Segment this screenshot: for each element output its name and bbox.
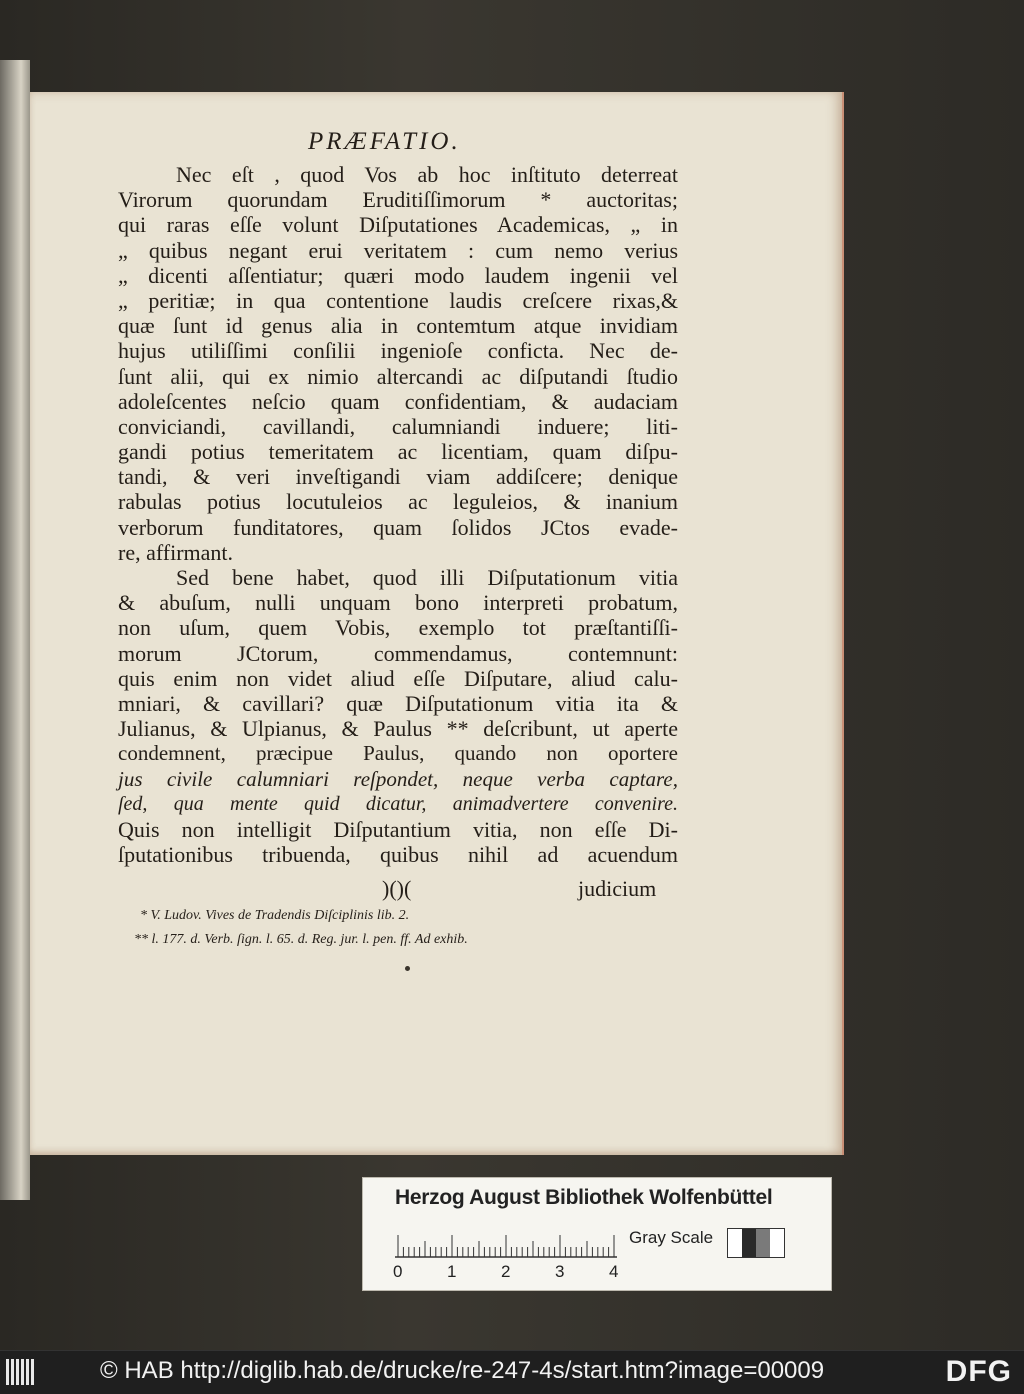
binding-edge — [0, 60, 30, 1200]
ruler-number: 1 — [447, 1262, 457, 1281]
ruler-scale — [395, 1228, 625, 1258]
text-line: & abuſum, nulli unquam bono interpreti probatum, — [118, 590, 678, 616]
text-line: „ peritiæ; in qua contentione laudis creſcere rixas,& — [118, 287, 678, 313]
swatch — [770, 1229, 784, 1257]
text-line: ſputationibus tribuenda, quibus nihil ad acuendum — [118, 842, 678, 868]
text-line: tandi, & veri inveſtigandi viam addiſcere; denique — [118, 464, 678, 490]
text-line: quis enim non videt aliud eſſe Diſputare, aliud calu- — [118, 665, 678, 691]
text-line: non uſum, quem Vobis, exemplo tot præſtantiſſi- — [118, 615, 678, 641]
text-line: Quis non intelligit Diſputantium vitia, non eſſe Di- — [118, 816, 678, 842]
text-line: jus civile calumniari reſpondet, neque verba captare, — [118, 766, 678, 791]
text-line: qui raras eſſe volunt Diſputationes Academicas, „ in — [118, 212, 678, 238]
footnote-1: * V. Ludov. Vives de Tradendis Diſciplinis lib. 2. — [140, 908, 410, 923]
hab-logo-icon — [6, 1359, 46, 1385]
text-line: „ dicenti aſſentiatur; quæri modo laudem ingenii vel — [118, 262, 678, 288]
color-card — [362, 1177, 832, 1291]
gray-swatches — [727, 1228, 785, 1258]
text-line: rabulas potius locutuleios ac leguleios, & inanium — [118, 489, 678, 515]
text-line: Nec eſt , quod Vos ab hoc inſtituto deterreat — [176, 162, 678, 187]
text-line: ſunt alii, qui ex nimio altercandi ac diſputandi ſtudio — [118, 363, 678, 389]
source-url[interactable]: © HAB http://diglib.hab.de/drucke/re-247-4s/start.htm?image=00009 — [100, 1357, 825, 1384]
text-line: Julianus, & Ulpianus, & Paulus ** deſcribunt, ut aperte — [118, 716, 678, 742]
footer-bar — [0, 1350, 1024, 1394]
library-name: Herzog August Bibliothek Wolfenbüttel — [395, 1186, 773, 1209]
page-header: PRÆFATIO. — [308, 128, 461, 155]
dfg-logo: DFG — [945, 1355, 1012, 1388]
text-line: quæ ſunt id genus alia in contemtum atque invidiam — [118, 313, 678, 339]
ruler-number: 4 — [609, 1262, 619, 1281]
swatch — [742, 1229, 756, 1257]
text-line: condemnent, præcipue Paulus, quando non oportere — [118, 741, 678, 766]
text-line: verborum funditatores, quam ſolidos JCtos evade- — [118, 514, 678, 540]
text-line: gandi potius temeritatem ac licentiam, quam diſpu- — [118, 439, 678, 465]
ruler-number: 0 — [393, 1262, 403, 1281]
text-line: „ quibus negant erui veritatem : cum nemo verius — [118, 237, 678, 263]
text-line: ſed, qua mente quid dicatur, animadvertere convenire. — [118, 792, 678, 815]
text-line: hujus utiliſſimi conſilii ingenioſe conficta. Nec de- — [118, 338, 678, 364]
signature-mark: )()( — [382, 876, 412, 901]
swatch — [728, 1229, 742, 1257]
ruler-number: 3 — [555, 1262, 565, 1281]
catchword: judicium — [578, 876, 657, 901]
ruler-numbers — [393, 1262, 653, 1282]
text-line: mniari, & cavillari? quæ Diſputationum vitia ita & — [118, 690, 678, 716]
swatch — [756, 1229, 770, 1257]
text-line: Sed bene habet, quod illi Diſputationum vitia — [176, 565, 678, 590]
gray-scale-label: Gray Scale — [629, 1228, 714, 1247]
body-text — [118, 162, 678, 867]
text-line: Virorum quorundam Eruditiſſimorum * auctoritas; — [118, 187, 678, 213]
text-line: adoleſcentes neſcio quam confidentiam, & audaciam — [118, 388, 678, 414]
text-line: conviciandi, cavillandi, calumniandi induere; liti- — [118, 413, 678, 439]
paper-spot — [405, 966, 410, 971]
text-line: re, affirmant. — [118, 539, 234, 565]
text-line: morum JCtorum, commendamus, contemnunt: — [118, 640, 678, 666]
footnote-2: ** l. 177. d. Verb. ſign. l. 65. d. Reg. jur. l. pen. ff. Ad exhib. — [134, 932, 468, 947]
ruler-number: 2 — [501, 1262, 511, 1281]
